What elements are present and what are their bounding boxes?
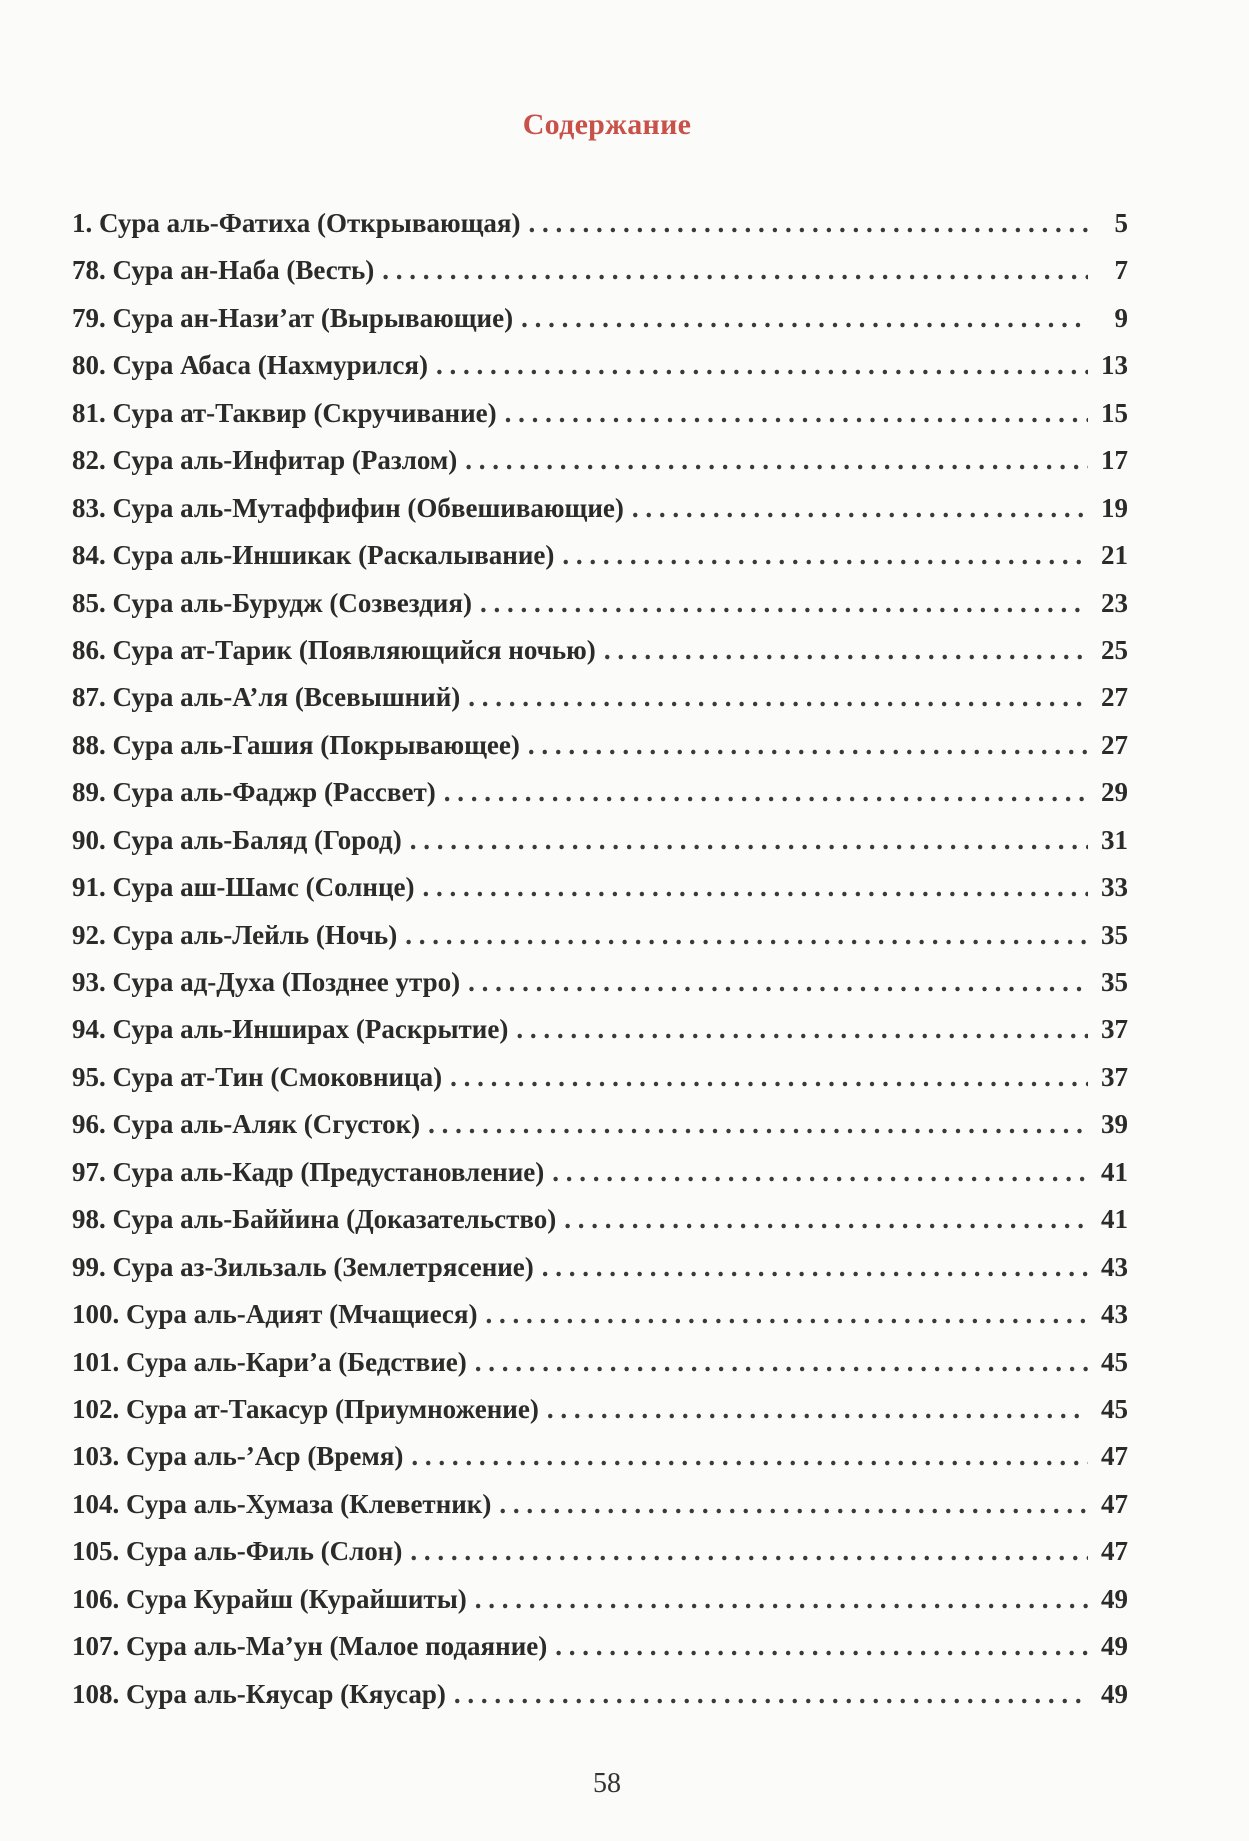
toc-entry-page: 33: [1101, 872, 1128, 903]
toc-entry-title: 94. Сура аль-Инширах (Раскрытие): [72, 1014, 509, 1045]
dot-leader: [410, 1528, 1088, 1575]
toc-entry: [72, 912, 1128, 959]
toc-entry: [72, 1528, 1128, 1575]
toc-entry: [72, 1481, 1128, 1528]
toc-entry: [72, 959, 1128, 1006]
toc-entry: [72, 1101, 1128, 1148]
toc-entry-page: 9: [1114, 302, 1128, 333]
toc-entry-title: 107. Сура аль-Ма’ун (Малое подаяние): [72, 1631, 548, 1662]
dot-leader: [411, 1433, 1088, 1480]
toc-entry: [72, 390, 1128, 437]
toc-entry-page: 47: [1101, 1488, 1128, 1519]
toc-entry: [72, 1433, 1128, 1480]
table-of-contents: [72, 200, 1128, 1718]
toc-entry-page: 45: [1101, 1393, 1128, 1424]
toc-entry-title: 104. Сура аль-Хумаза (Клеветник): [72, 1488, 492, 1519]
toc-entry-title: 83. Сура аль-Мутаффифин (Обвешивающие): [72, 492, 624, 523]
toc-entry-page: 27: [1101, 682, 1128, 713]
toc-entry-title: 92. Сура аль-Лейль (Ночь): [72, 919, 398, 950]
toc-entry-title: 93. Сура ад-Духа (Позднее утро): [72, 967, 461, 997]
toc-entry-title: 79. Сура ан-Нази’ат (Вырывающие): [72, 302, 514, 333]
dot-leader: [405, 912, 1088, 959]
toc-entry-page: 49: [1101, 1583, 1128, 1614]
toc-entry-title: 80. Сура Абаса (Нахмурился): [72, 350, 428, 381]
toc-entry-title: 100. Сура аль-Адият (Мчащиеся): [72, 1299, 478, 1330]
toc-entry: [72, 1576, 1128, 1623]
toc-entry: [72, 1339, 1128, 1386]
toc-entry-page: 43: [1101, 1299, 1128, 1330]
dot-leader: [521, 295, 1088, 342]
dot-leader: [382, 247, 1088, 294]
toc-entry-page: 13: [1101, 350, 1128, 381]
toc-entry-title: 88. Сура аль-Гашия (Покрывающее): [72, 729, 520, 760]
toc-entry-title: 105. Сура аль-Филь (Слон): [72, 1536, 403, 1567]
toc-entry-title: 97. Сура аль-Кадр (Предустановление): [72, 1156, 545, 1187]
toc-entry-title: 103. Сура аль-’Аср (Время): [72, 1441, 404, 1472]
toc-entry-title: 1. Сура аль-Фатиха (Открывающая): [72, 208, 521, 238]
toc-entry: [72, 1149, 1128, 1196]
toc-entry-page: 41: [1101, 1204, 1128, 1235]
toc-entry: [72, 200, 1128, 247]
toc-entry-page: 29: [1101, 777, 1128, 808]
toc-entry-title: 108. Сура аль-Кяусар (Кяусар): [72, 1678, 446, 1709]
toc-entry-title: 106. Сура Курайш (Курайшиты): [72, 1583, 467, 1614]
toc-entry-page: 35: [1101, 967, 1128, 997]
dot-leader: [555, 1623, 1088, 1670]
toc-entry-page: 41: [1101, 1156, 1128, 1187]
toc-entry-title: 98. Сура аль-Баййина (Доказательство): [72, 1204, 557, 1235]
dot-leader: [480, 580, 1088, 627]
dot-leader: [465, 437, 1088, 484]
toc-entry: [72, 1386, 1128, 1433]
dot-leader: [468, 674, 1088, 721]
page-number: 58: [593, 1768, 621, 1799]
toc-entry-title: 85. Сура аль-Бурудж (Созвездия): [72, 587, 472, 618]
toc-entry-page: 45: [1101, 1346, 1128, 1377]
toc-entry-title: 87. Сура аль-А’ля (Всевышний): [72, 682, 461, 713]
dot-leader: [562, 532, 1088, 579]
dot-leader: [528, 722, 1088, 769]
toc-entry-page: 25: [1101, 634, 1128, 665]
dot-leader: [632, 485, 1088, 532]
toc-entry-title: 86. Сура ат-Тарик (Появляющийся ночью): [72, 634, 596, 665]
dot-leader: [475, 1576, 1088, 1623]
toc-entry-page: 39: [1101, 1109, 1128, 1140]
dot-leader: [604, 627, 1088, 674]
toc-entry: [72, 247, 1128, 294]
toc-entry: [72, 532, 1128, 579]
toc-entry-title: 82. Сура аль-Инфитар (Разлом): [72, 445, 458, 476]
toc-entry-page: 37: [1101, 1061, 1128, 1092]
toc-entry-title: 78. Сура ан-Наба (Весть): [72, 255, 375, 286]
dot-leader: [410, 817, 1088, 864]
page-title: Содержание: [522, 108, 692, 141]
toc-entry: [72, 1006, 1128, 1053]
toc-entry: [72, 817, 1128, 864]
toc-entry-page: 21: [1101, 540, 1128, 571]
toc-entry-title: 84. Сура аль-Иншикак (Раскалывание): [72, 540, 555, 571]
toc-entry-page: 17: [1101, 445, 1128, 476]
dot-leader: [542, 1244, 1088, 1291]
toc-entry-page: 49: [1101, 1631, 1128, 1662]
toc-entry: [72, 295, 1128, 342]
toc-entry-title: 102. Сура ат-Такасур (Приумножение): [72, 1393, 539, 1424]
toc-entry-page: 27: [1101, 729, 1128, 760]
toc-entry: [72, 627, 1128, 674]
toc-entry-page: 49: [1101, 1678, 1128, 1709]
toc-entry-page: 19: [1101, 492, 1128, 523]
dot-leader: [423, 864, 1088, 911]
toc-entry: [72, 1054, 1128, 1101]
toc-entry-title: 91. Сура аш-Шамс (Солнце): [72, 872, 415, 903]
dot-leader: [454, 1671, 1088, 1718]
toc-entry-title: 90. Сура аль-Баляд (Город): [72, 824, 402, 855]
toc-entry-page: 15: [1101, 397, 1128, 428]
toc-entry: [72, 1291, 1128, 1338]
toc-entry-page: 7: [1114, 255, 1128, 286]
toc-entry-page: 47: [1101, 1441, 1128, 1472]
toc-entry: [72, 1671, 1128, 1718]
toc-entry: [72, 342, 1128, 389]
dot-leader: [428, 1101, 1088, 1148]
dot-leader: [499, 1481, 1088, 1528]
dot-leader: [564, 1196, 1088, 1243]
toc-entry-page: 31: [1101, 824, 1128, 855]
toc-entry-page: 37: [1101, 1014, 1128, 1045]
toc-entry: [72, 1623, 1128, 1670]
toc-entry: [72, 437, 1128, 484]
toc-entry: [72, 580, 1128, 627]
toc-entry-title: 101. Сура аль-Кари’а (Бедствие): [72, 1346, 467, 1377]
dot-leader: [528, 200, 1088, 247]
dot-leader: [436, 342, 1088, 389]
toc-entry-title: 96. Сура аль-Аляк (Сгусток): [72, 1109, 421, 1140]
toc-entry-title: 81. Сура ат-Таквир (Скручивание): [72, 397, 497, 428]
dot-leader: [505, 390, 1088, 437]
dot-leader: [552, 1149, 1088, 1196]
dot-leader: [516, 1006, 1088, 1053]
toc-entry: [72, 864, 1128, 911]
dot-leader: [547, 1386, 1088, 1433]
toc-entry: [72, 1196, 1128, 1243]
toc-entry: [72, 1244, 1128, 1291]
dot-leader: [486, 1291, 1088, 1338]
toc-entry-page: 47: [1101, 1536, 1128, 1567]
dot-leader: [444, 769, 1088, 816]
dot-leader: [475, 1339, 1088, 1386]
toc-entry-page: 35: [1101, 919, 1128, 950]
dot-leader: [468, 959, 1088, 1006]
dot-leader: [450, 1054, 1088, 1101]
toc-entry-title: 95. Сура ат-Тин (Смоковница): [72, 1061, 443, 1092]
toc-entry-page: 43: [1101, 1251, 1128, 1282]
toc-entry-page: 23: [1101, 587, 1128, 618]
toc-entry: [72, 722, 1128, 769]
toc-entry: [72, 769, 1128, 816]
toc-entry-title: 89. Сура аль-Фаджр (Рассвет): [72, 777, 436, 808]
toc-entry-title: 99. Сура аз-Зильзаль (Землетрясение): [72, 1251, 534, 1282]
toc-entry-page: 5: [1114, 208, 1128, 238]
toc-entry: [72, 674, 1128, 721]
toc-entry: [72, 485, 1128, 532]
